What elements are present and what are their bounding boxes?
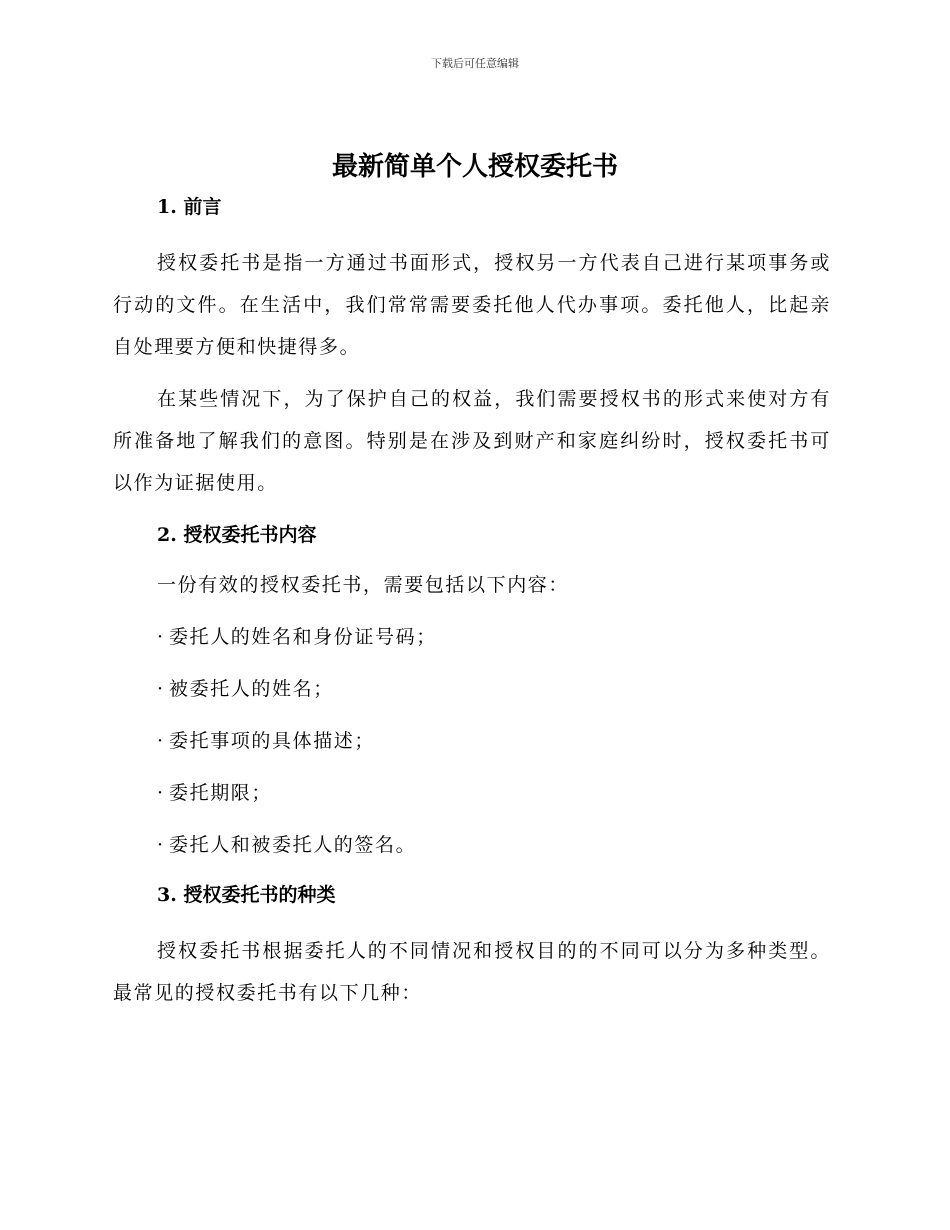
paragraph: 授权委托书根据委托人的不同情况和授权目的的不同可以分为多种类型。最常见的授权委托书有以下几种： [113, 940, 831, 1004]
document-body [113, 190, 831, 1014]
paragraph: 授权委托书是指一方通过书面形式，授权另一方代表自己进行某项事务或行动的文件。在生活中，我们常常需要委托他人代办事项。委托他人，比起亲自处理要方便和快捷得多。 [113, 252, 831, 358]
bullet-icon: · [157, 834, 165, 856]
bullet-icon: · [157, 730, 165, 752]
document-title: 最新简单个人授权委托书 [331, 152, 618, 182]
list-item [157, 672, 831, 706]
section-heading: 2. 授权委托书内容 [157, 524, 317, 546]
paragraph: 在某些情况下，为了保护自己的权益，我们需要授权书的形式来使对方有所准备地了解我们的意图。特别是在涉及到财产和家庭纠纷时，授权委托书可以作为证据使用。 [113, 388, 831, 494]
section-intro: 一份有效的授权委托书，需要包括以下内容： [157, 574, 570, 596]
list-item [157, 776, 831, 810]
list-item [157, 828, 831, 862]
list-item [157, 724, 831, 758]
list-item-text: 委托人的姓名和身份证号码； [169, 626, 437, 648]
bullet-icon: · [157, 782, 165, 804]
bullet-icon: · [157, 678, 165, 700]
list-item-text: 委托事项的具体描述； [169, 730, 376, 752]
section-content [113, 518, 831, 862]
section-preface [113, 190, 831, 504]
section-heading: 1. 前言 [157, 196, 222, 218]
header-note: 下载后可任意编辑 [431, 57, 519, 70]
list-item [157, 620, 831, 654]
list-item-text: 委托人和被委托人的签名。 [169, 834, 417, 856]
list-item-text: 被委托人的姓名； [169, 678, 334, 700]
section-types [113, 878, 831, 1014]
list-item-text: 委托期限； [169, 782, 273, 804]
bullet-icon: · [157, 626, 165, 648]
section-heading: 3. 授权委托书的种类 [157, 884, 336, 906]
